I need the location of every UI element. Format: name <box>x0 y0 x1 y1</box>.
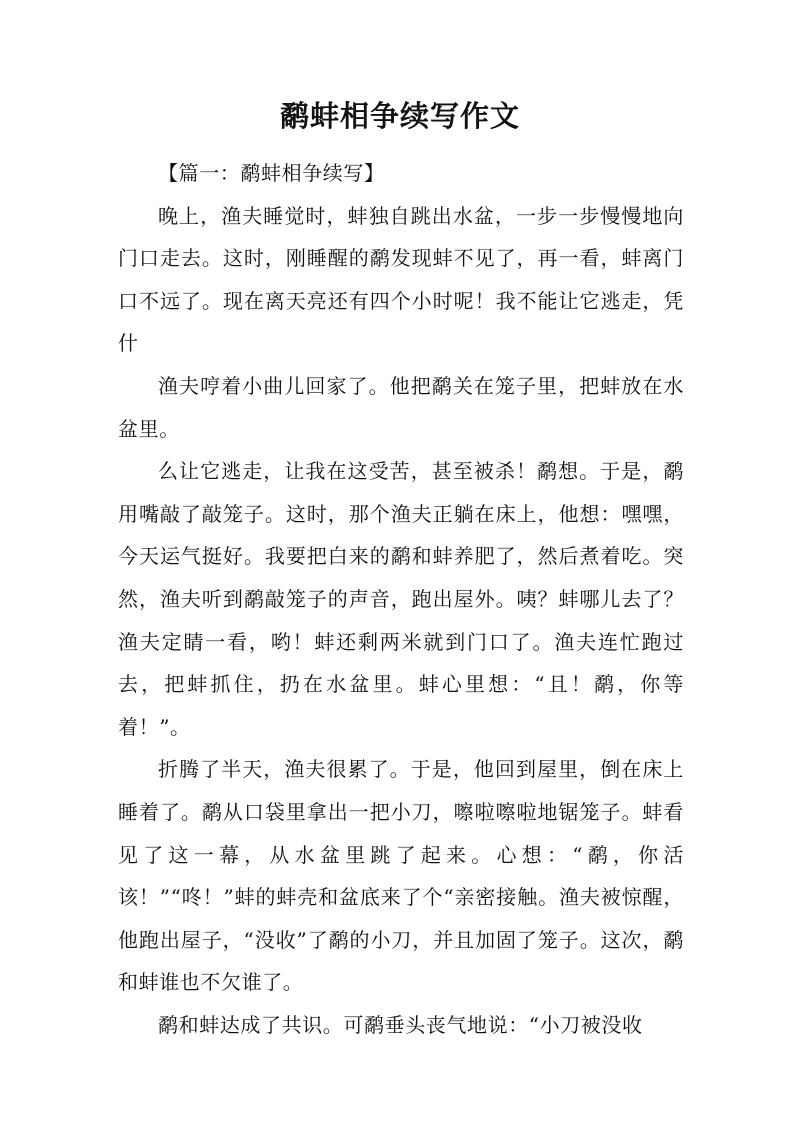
paragraph-1: 晚上，渔夫睡觉时，蚌独自跳出水盆，一步一步慢慢地向门口走去。这时，刚睡醒的鹬发现蚌不见了，再一看，蚌离门口不远了。现在离天亮还有四个小时呢！我不能让它逃走，凭什 <box>118 203 684 356</box>
document-body <box>118 152 684 1046</box>
paragraph-2: 渔夫哼着小曲儿回家了。他把鹬关在笼子里，把蚌放在水盆里。 <box>118 373 684 441</box>
paragraph-4: 折腾了半天，渔夫很累了。于是，他回到屋里，倒在床上睡着了。鹬从口袋里拿出一把小刀，嚓啦嚓啦地锯笼子。蚌看见了这一幕，从水盆里跳了起来。心想：“鹬，你活该！”“咚！”蚌的蚌壳和盆底来了个“亲密接触。渔夫被惊醒，他跑出屋子，“没收”了鹬的小刀，并且加固了笼子。这次，鹬和蚌谁也不欠谁了。 <box>118 757 684 995</box>
paragraph-3: 么让它逃走，让我在这受苦，甚至被杀！鹬想。于是，鹬用嘴敲了敲笼子。这时，那个渔夫正躺在床上，他想：嘿嘿，今天运气挺好。我要把白来的鹬和蚌养肥了，然后煮着吃。突然，渔夫听到鹬敲笼子的声音，跑出屋外。咦？蚌哪儿去了？渔夫定睛一看，哟！蚌还剩两米就到门口了。渔夫连忙跑过去，把蚌抓住，扔在水盆里。蚌心里想：“且！鹬，你等着！”。 <box>118 459 684 739</box>
paragraph-5: 鹬和蚌达成了共识。可鹬垂头丧气地说：“小刀被没收 <box>158 1012 643 1037</box>
document-title: 鹬蚌相争续写作文 <box>279 99 520 133</box>
section-heading: 【篇一：鹬蚌相争续写】 <box>158 161 385 185</box>
